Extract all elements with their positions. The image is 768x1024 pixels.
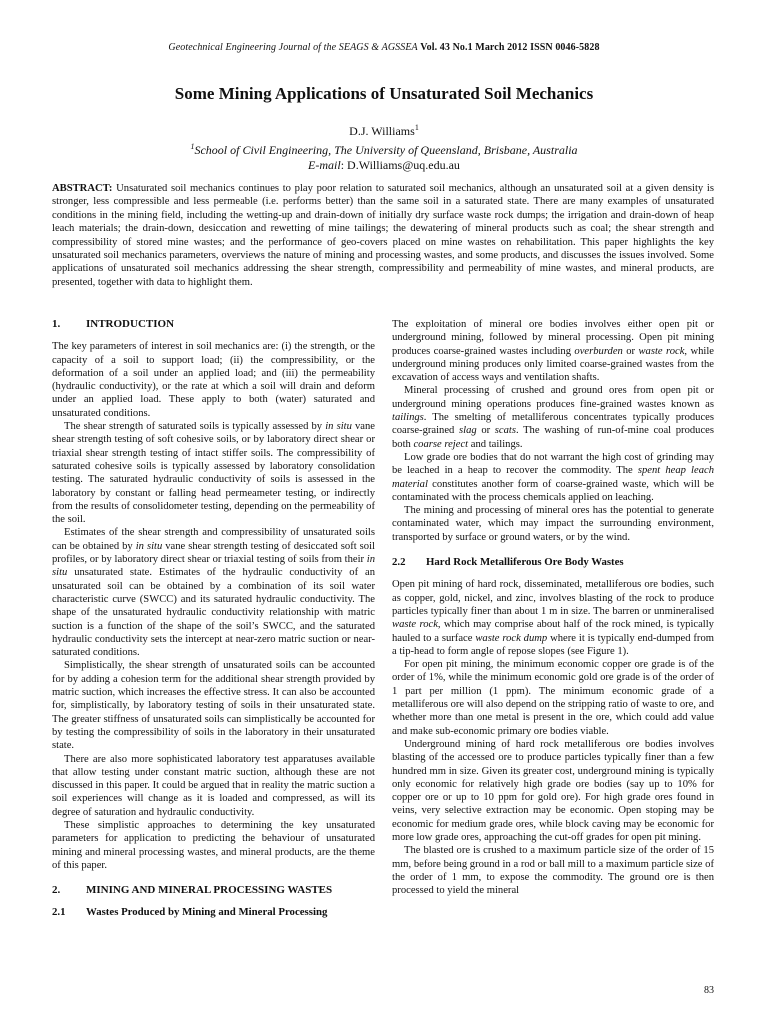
- body-paragraph: Mineral processing of crushed and ground ores from open pit or underground mining operations produces fine-grained wastes known as tailings. The smelting of metalliferous concentrates typically produces coarse-grained slag or scats. The washing of run-of-mine coal produces both coarse reject and tailings.: [392, 385, 714, 450]
- abstract: [52, 182, 714, 289]
- section-number: 2.: [52, 884, 61, 897]
- subsection-heading-hard-rock: [392, 556, 714, 569]
- body-paragraph: For open pit mining, the minimum economic copper ore grade is of the order of 1%, while the minimum economic gold ore grade is of the order of 1 part per million (1 ppm). The minimum economic grade of a metalliferous ore will also depend on the stripping ratio of waste to ore, and whether more than one metal is present in the ore, which could add value and make sub-economic primary ore bodies viable.: [392, 659, 714, 737]
- author-name: D.J. Williams: [349, 124, 415, 138]
- subsection-number: 2.1: [52, 906, 66, 919]
- body-paragraph: Low grade ore bodies that do not warrant the high cost of grinding may be leached in a heap to recover the commodity. The spent heap leach material constitutes another form of coarse-grained waste, which will be contaminated with the process chemicals applied on leaching.: [392, 451, 714, 503]
- section-heading-mining-wastes: [52, 884, 375, 897]
- subsection-number: 2.2: [392, 556, 406, 569]
- journal-name: Geotechnical Engineering Journal of the SEAGS & AGSSEA: [168, 42, 418, 53]
- section-title: MINING AND MINERAL PROCESSING WASTES: [86, 884, 333, 897]
- body-paragraph: The blasted ore is crushed to a maximum particle size of the order of 15 mm, before being ground in a rod or ball mill to a maximum particle size of the order of 1 mm, to expose the commodity. The ground ore is then processed to yield the mineral: [392, 845, 714, 897]
- paper-title: Some Mining Applications of Unsaturated Soil Mechanics: [174, 84, 594, 103]
- left-column: [52, 318, 375, 925]
- journal-header: [0, 42, 768, 53]
- body-paragraph: The exploitation of mineral ore bodies involves either open pit or underground mining, followed by mineral processing. Open pit mining produces coarse-grained wastes including overburden or waste rock, while underground mining produces only limited coarse-grained wastes from the excavation of access ways and ventilation shafts.: [392, 319, 714, 384]
- section-heading-introduction: [52, 318, 375, 331]
- body-paragraph: Underground mining of hard rock metalliferous ore bodies involves blasting of the accessed ore to produce particles typically finer than a few hundred mm in size. Given its greater cost, underground mining is typically only economic for relatively high grade ore bodies (say up to 10% for copper ore or up to 10 ppm for gold ore). For high grade ores found in veins, very selective extraction may be economic. Open stoping may be economic for medium grade ores, while block caving may be economic for more low grade ores, approaching the cut-off grades for open pit mining.: [392, 738, 714, 843]
- abstract-label: ABSTRACT:: [52, 183, 113, 194]
- body-paragraph: The mining and processing of mineral ores has the potential to generate contaminated water, which may impact the surrounding environment, transported by surface or ground waters, or by the wind.: [392, 505, 714, 543]
- author-block: [0, 120, 768, 173]
- email-label: E-mail: [308, 158, 341, 172]
- subsection-title: Wastes Produced by Mining and Mineral Processing: [86, 906, 328, 919]
- affiliation-sup: 1: [190, 142, 195, 151]
- section-title: INTRODUCTION: [86, 318, 175, 330]
- body-paragraph: Open pit mining of hard rock, disseminated, metalliferous ore bodies, such as copper, gold, nickel, and zinc, involves blasting of the rock to produce particles typically finer than about 1 m in size. The barren or unmineralised waste rock, which may comprise about half of the rock mined, is typically hauled to a surface waste rock dump where it is typically end-dumped from a tip-head to form angle of repose slopes (see Figure 1).: [392, 579, 715, 657]
- intro-paragraph-4: Simplistically, the shear strength of unsaturated soils can be accounted for by adding a cohesion term for the additional shear strength provided by matric suction, which increases the effective stress. It can also be accounted for, simplistically, by laboratory testing of soils in their unsaturated state. The greater stiffness of unsaturated soils can simplistically be accounted for by testing the compressibility of soils in the laboratory in their unsaturated state.: [52, 660, 375, 752]
- author-affiliation: School of Civil Engineering, The University of Queensland, Brisbane, Australia: [194, 143, 578, 157]
- author-sup: 1: [414, 123, 419, 132]
- intro-paragraph-6: These simplistic approaches to determining the key unsaturated parameters for application to predicting the behaviour of unsaturated mining and mineral processing wastes, and mineral products, are the theme of this paper.: [52, 819, 375, 871]
- journal-volume: Vol. 43 No.1 March 2012 ISSN 0046-5828: [420, 42, 600, 53]
- section-number: 1.: [52, 318, 61, 330]
- intro-paragraph-1: The key parameters of interest in soil mechanics are: (i) the strength, or the capacity of a soil to support load; (ii) the compressibility, or the deformation of a soil under an applied load; and (iii) the permeability (hydraulic conductivity), or the rate at which a soil will drain and deform under an applied load. These apply to both (water) saturated and unsaturated conditions.: [52, 341, 375, 419]
- intro-paragraph-3: Estimates of the shear strength and compressibility of unsaturated soils can be obtained by in situ vane shear strength testing of desiccated soft soil profiles, or by laboratory direct shear or triaxial testing of soils from their in situ unsaturated state. Estimates of the hydraulic conductivity of an unsaturated soil can be obtained by a combination of its soil water characteristic curve (SWCC) and its saturated hydraulic conductivity. The shape of the unsaturated hydraulic conductivity relationship with matric suction is a function of the shape of the soil’s SWCC, and the saturated hydraulic conductivity sets the intercept at near-zero matric suction or near-saturated conditions.: [52, 527, 375, 659]
- right-column: [392, 318, 714, 897]
- subsection-heading-wastes-produced: [52, 906, 375, 919]
- intro-paragraph-5: There are also more sophisticated laboratory test apparatuses available that allow testing under constant matric suction, although these are not discussed in this paper. It could be argued that in reality the matric suction a soil experiences will change as it is loaded and compressed, as will its degree of saturation and hydraulic conductivity.: [52, 753, 375, 818]
- intro-paragraph-2: The shear strength of saturated soils is typically assessed by in situ vane shear strength testing of soft cohesive soils, or by laboratory direct shear or triaxial shear strength testing of intact stiffer soils. The compressibility of saturated cohesive soils is typically assessed by laboratory consolidation testing. The saturated hydraulic conductivity of soils is assessed in the laboratory by constant or falling head permeameter testing, or indirectly from the results of consolidometer testing, depending on the permeability of the soil.: [52, 421, 376, 526]
- author-email: : D.Williams@uq.edu.au: [340, 158, 460, 172]
- subsection-title: Hard Rock Metalliferous Ore Body Wastes: [426, 556, 624, 569]
- abstract-text: Unsaturated soil mechanics continues to play poor relation to saturated soil mechanics, although an unsaturated soil at a given density is stronger, less compressible and less permeable (i.e. performs better) than the same soil in a saturated state. There are many examples of unsaturated conditions in the mining field, including the wetting-up and drain-down of initially dry surface waste rock dumps; the irrigation and drain-down of heap leach materials; the drain-down, desiccation and rewetting of mine tailings; the dewatering of mineral products such as coal; the shear strength and compressibility of stored mine wastes; and the performance of geo-covers placed on mine wastes on rehabilitation. This paper highlights the key unsaturated soil mechanics parameters, overviews the nature of mining and processing wastes, and some products, and discusses the issues involved. Some applications of unsaturated soil mechanics addressing the shear strength, compressibility and permeability of mine wastes, and mineral products, are presented, together with data to highlight them.: [52, 183, 714, 288]
- page-number: 83: [704, 985, 714, 996]
